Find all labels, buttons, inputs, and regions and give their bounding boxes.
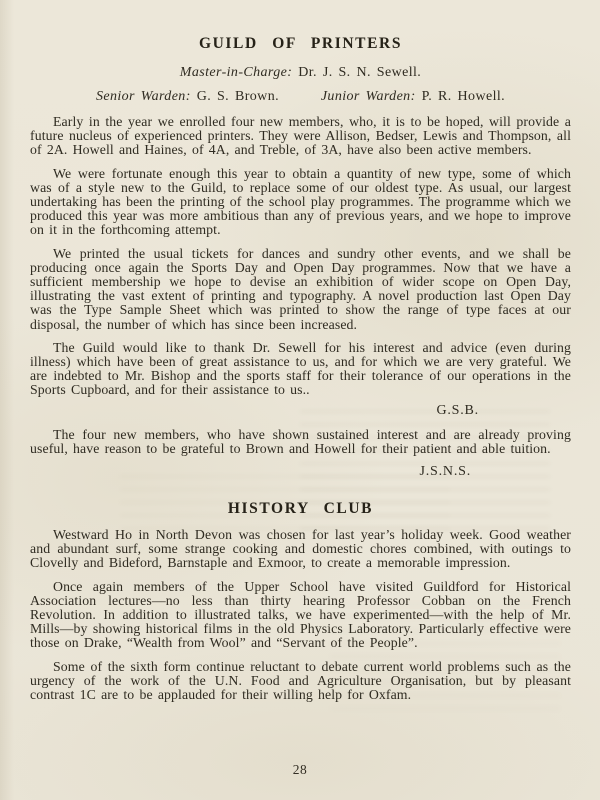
guild-final-paragraph: The four new members, who have shown sustained interest and are already proving useful, have reason to be grateful to Brown and Howell for their patient and able tuition. xyxy=(30,426,571,456)
history-section-title: HISTORY CLUB xyxy=(227,500,374,518)
guild-officers-line-2 xyxy=(30,89,571,105)
guild-section-title: GUILD OF PRINTERS xyxy=(198,35,403,52)
signature-jsns: J.S.N.S. xyxy=(419,464,471,480)
master-in-charge-label: Master-in-Charge: xyxy=(179,65,293,80)
junior-warden-label: Junior Warden: xyxy=(320,89,416,104)
senior-warden-name: G. S. Brown. xyxy=(196,89,279,104)
guild-officers-line-1 xyxy=(30,65,571,81)
guild-paragraph: We were fortunate enough this year to obtain a quantity of new type, some of which was of a style new to the Guild, to replace some of our oldest type. As usual, our largest undertaking has been the printing of the school play programmes. The programme which we produced this year was more ambitious than any of previous years, and we hope to improve on it in the forthcoming attempt. xyxy=(30,165,571,238)
guild-paragraph: The Guild would like to thank Dr. Sewell for his interest and advice (even during illness) which have been of great assistance to us, and for which we are very grateful. We are indebted to Mr. Bishop and the sports staff for their tolerance of our operations in the Sports Cupboard, and for their assistance to us.. xyxy=(30,339,571,398)
senior-warden-label: Senior Warden: xyxy=(95,89,191,104)
page-number: 28 xyxy=(292,762,308,777)
guild-paragraph: Early in the year we enrolled four new members, who, it is to be hoped, will provide a future nucleus of experienced printers. They were Allison, Bedser, Lewis and Thompson, all of 2A. Howell and Haines, of 4A, and Treble, of 3A, have also been active members. xyxy=(30,114,571,158)
master-in-charge-name: Dr. J. S. N. Sewell. xyxy=(298,65,422,80)
history-paragraph: Westward Ho in North Devon was chosen for last year’s holiday week. Good weather and abundant surf, some strange cooking and domestic chores combined, with outings to Clovelly and Bideford, Barnstaple and Exmoor, to create a memorable impression. xyxy=(30,527,571,571)
history-paragraph: Some of the sixth form continue reluctant to debate current world problems such as the urgency of the work of the U.N. Food and Agriculture Organisation, but by pleasant contrast 1C are to be applauded for their willing help for Oxfam. xyxy=(30,658,571,703)
guild-paragraph: We printed the usual tickets for dances and sundry other events, and we shall be producing once again the Sports Day and Open Day programmes. Now that we have a sufficient membership we hope to devise an exhibition of wider scope on Open Day, illustrating the vast extent of printing and typography. A novel production last Open Day was the Type Sample Sheet which was printed to show the range of type faces at our disposal, the number of which has since been increased. xyxy=(30,245,571,332)
signature-gsb: G.S.B. xyxy=(436,402,479,418)
page-content xyxy=(30,35,571,702)
history-paragraph: Once again members of the Upper School have visited Guildford for Historical Association lectures—no less than thirty hearing Professor Cobban on the French Revolution. In addition to illustrated talks, we have experimented—with the help of Mr. Mills—by showing historical films in the old Physics Laboratory. Particularly effective were those on Drake, “Wealth from Wool” and “Servant of the People”. xyxy=(30,578,571,651)
junior-warden-name: P. R. Howell. xyxy=(421,89,506,104)
